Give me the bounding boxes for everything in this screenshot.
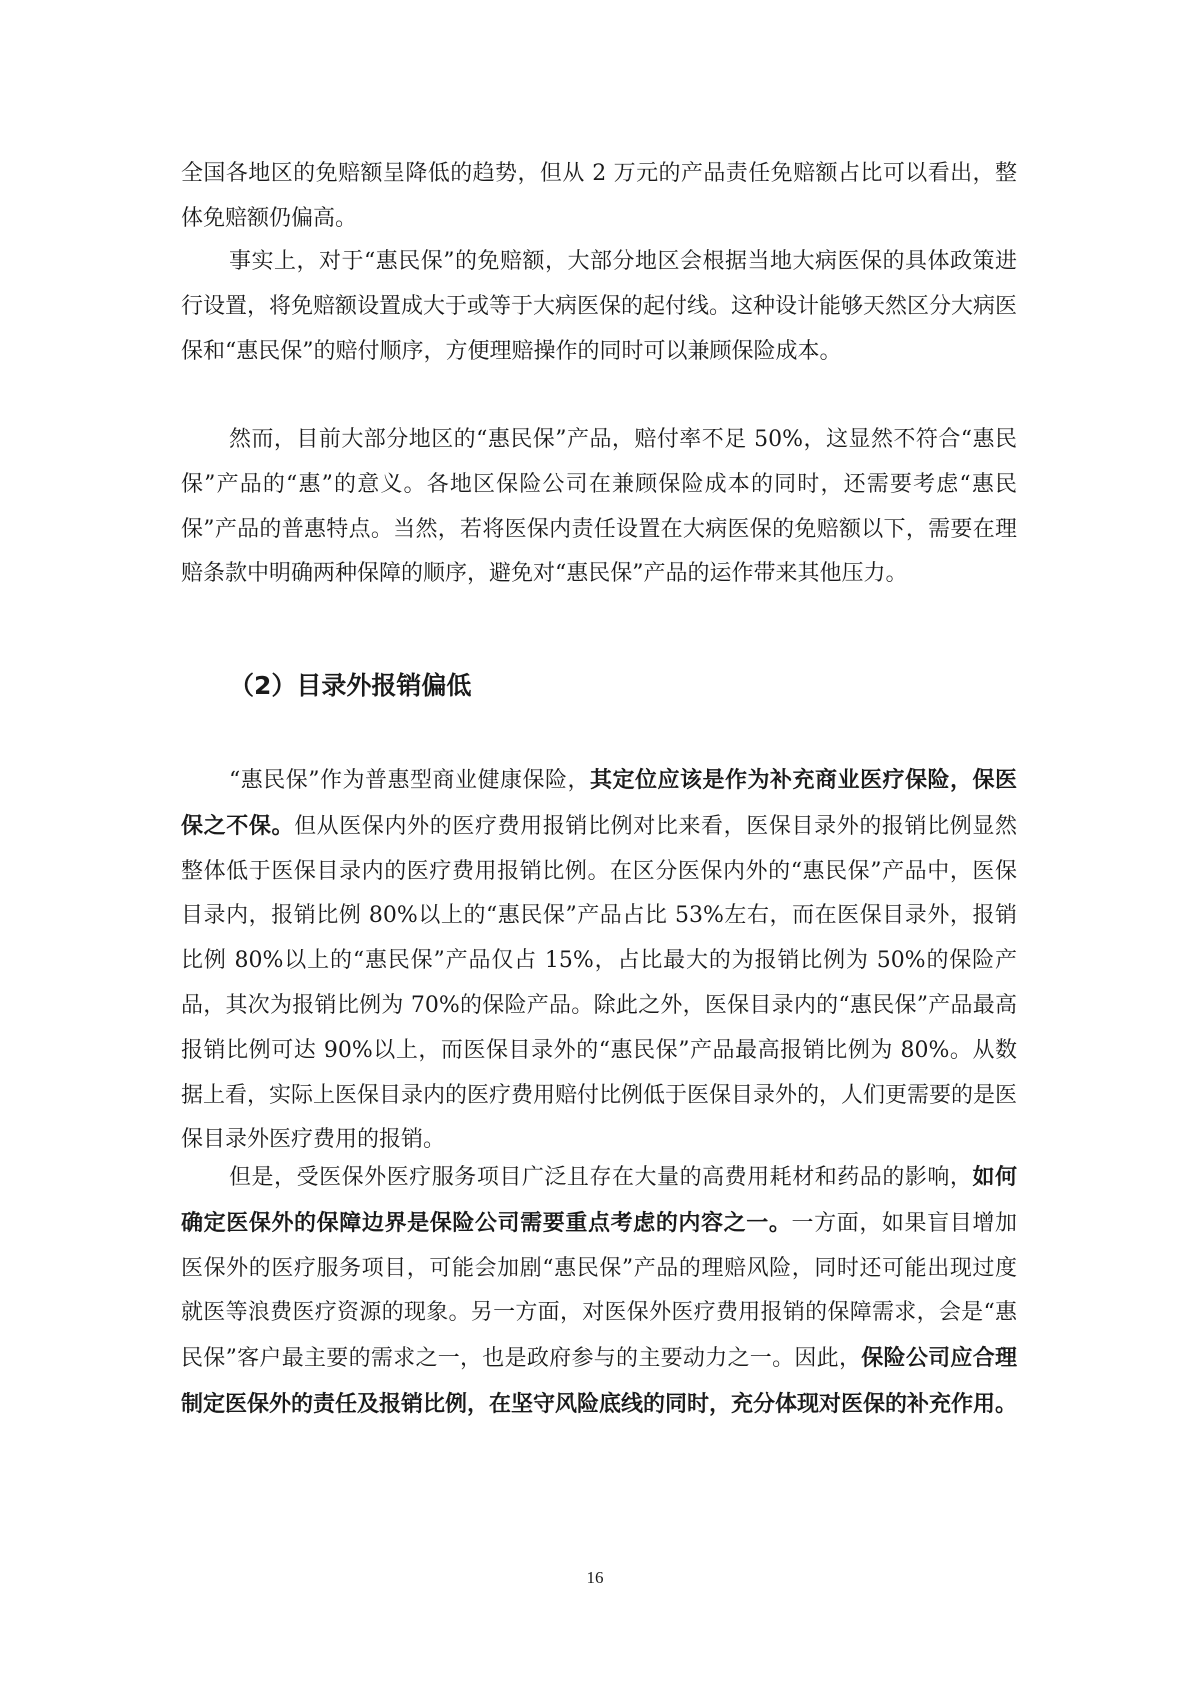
paragraph-coverage-boundary bbox=[181, 1155, 1017, 1428]
paragraph-deductible-setting: 事实上，对于“惠民保”的免赔额，大部分地区会根据当地大病医保的具体政策进行设置，将免赔额设置成大于或等于大病医保的起付线。这种设计能够天然区分大病医保和“惠民保”的赔付顺序，方便理赔操作的同时可以兼顾保险成本。 bbox=[181, 249, 1018, 364]
paragraph-deductible-trend: 全国各地区的免赔额呈降低的趋势，但从 2 万元的产品责任免赔额占比可以看出，整体免赔额仍偏高。 bbox=[181, 161, 1017, 231]
page-number: 16 bbox=[586, 1568, 604, 1587]
section-heading-out-of-catalog: （2）目录外报销偏低 bbox=[229, 671, 472, 700]
emphasis-positioning: 其定位应该是作为补充商业医疗保险，保医保之不保。 bbox=[181, 767, 1017, 839]
text-run: 一方面，如果盲目增加医保外的医疗服务项目，可能会加剧“惠民保”产品的理赔风险，同时还可能出现过度就医等浪费医疗资源的现象。另一方面，对医保外医疗费用报销的保障需求，会是“惠民保”客户最主要的需求之一，也是政府参与的主要动力之一。因此， bbox=[181, 1210, 1017, 1372]
emphasis-boundary: 如何确定医保外的保障边界是保险公司需要重点考虑的内容之一。 bbox=[181, 1164, 1017, 1236]
text-run: 但是，受医保外医疗服务项目广泛且存在大量的高费用耗材和药品的影响， bbox=[229, 1165, 973, 1190]
emphasis-recommendation: 保险公司应合理制定医保外的责任及报销比例，在坚守风险底线的同时，充分体现对医保的补充作用。 bbox=[181, 1345, 1018, 1417]
text-run: “惠民保”作为普惠型商业健康保险， bbox=[229, 768, 590, 793]
text-run: 但从医保内外的医疗费用报销比例对比来看，医保目录外的报销比例显然整体低于医保目录内的医疗费用报销比例。在区分医保内外的“惠民保”产品中，医保目录内，报销比例 80%以上的“惠民保”产品占比 53%左右，而在医保目录外，报销比例 80%以上的“惠民保”产品仅占 15%，占比最大的为报销比例为 50%的保险产品，其次为报销比例为 70%的保险产品。除此之外，医保目录内的“惠民保”产品最高报销比例可达 90%以上，而医保目录外的“惠民保”产品最高报销比例为 80%。从数据上看，实际上医保目录内的医疗费用赔付比例低于医保目录外的，人们更需要的是医保目录外医疗费用的报销。 bbox=[181, 813, 1018, 1153]
paragraph-reimbursement-comparison bbox=[181, 758, 1017, 1163]
paragraph-payout-ratio: 然而，目前大部分地区的“惠民保”产品，赔付率不足 50%，这显然不符合“惠民保”产品的“惠”的意义。各地区保险公司在兼顾保险成本的同时，还需要考虑“惠民保”产品的普惠特点。当然，若将医保内责任设置在大病医保的免赔额以下，需要在理赔条款中明确两种保障的顺序，避免对“惠民保”产品的运作带来其他压力。 bbox=[181, 427, 1017, 587]
